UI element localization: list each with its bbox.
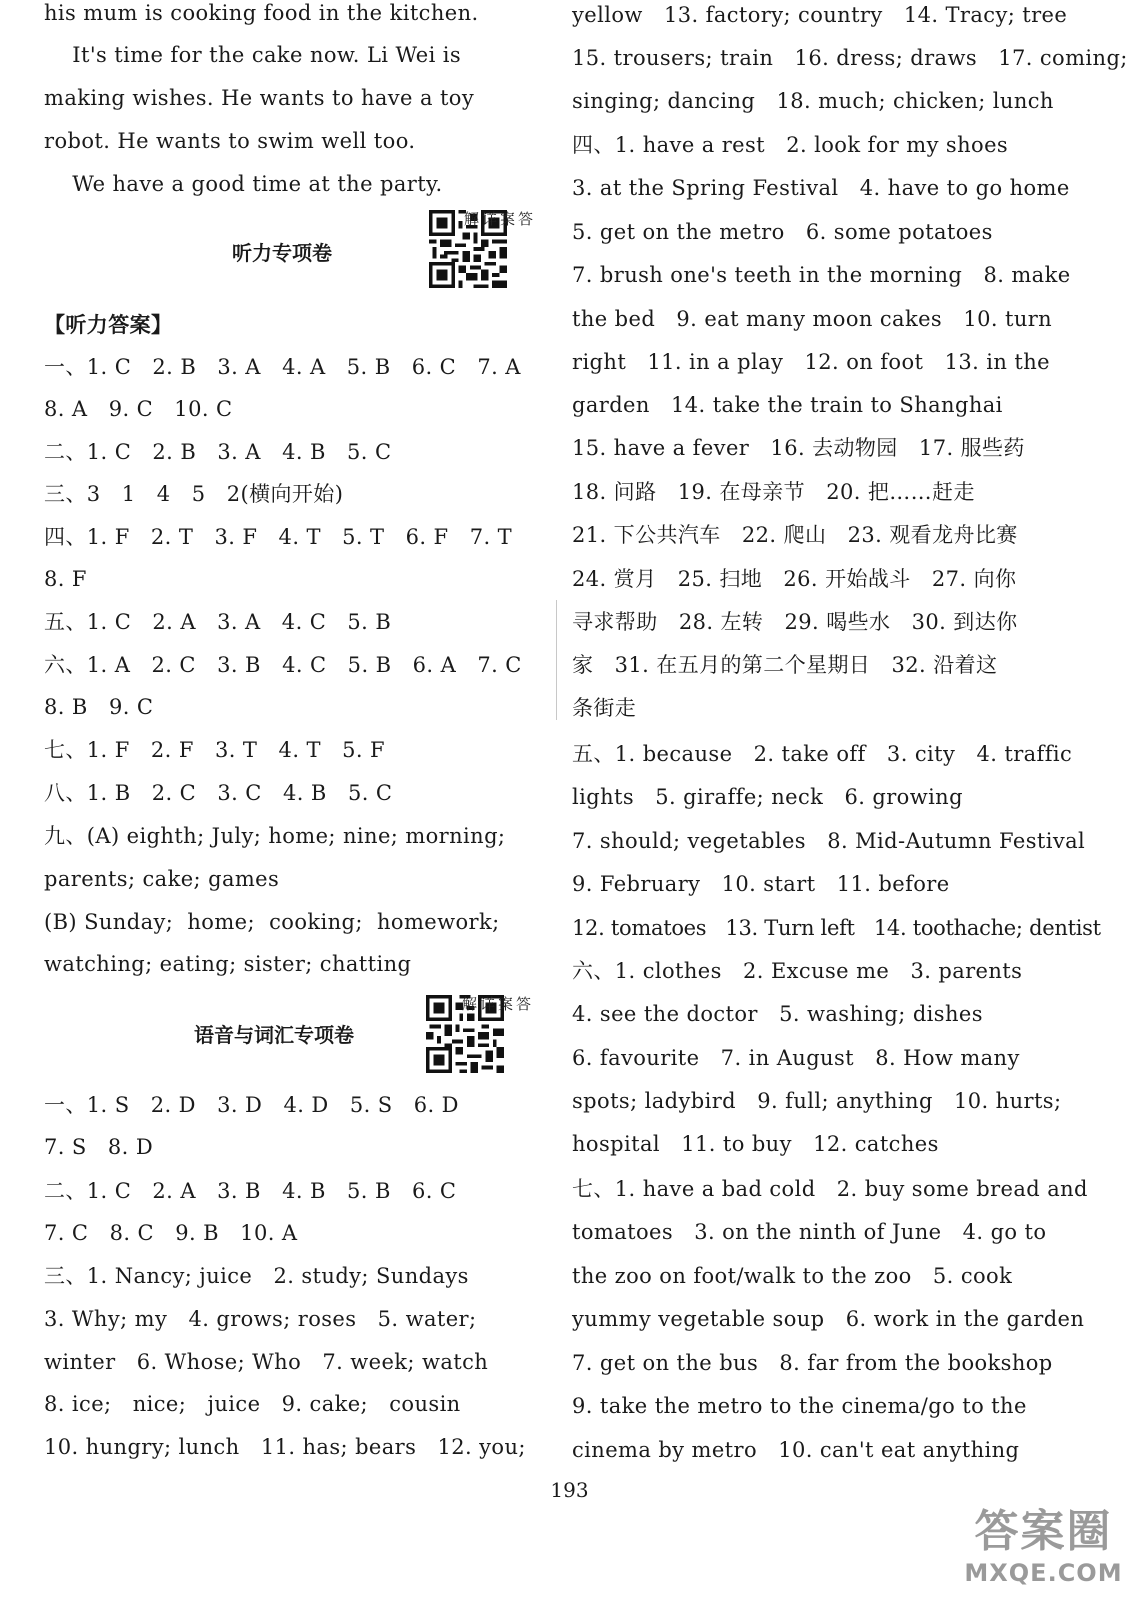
answer-line: 七、1. F 2. F 3. T 4. T 5. F xyxy=(44,738,385,762)
answer-line: singing; dancing 18. much; chicken; lunch xyxy=(572,89,1054,113)
answer-line: 一、1. S 2. D 3. D 4. D 5. S 6. D xyxy=(44,1093,459,1117)
answer-line: watching; eating; sister; chatting xyxy=(44,952,412,976)
answer-line: 15. have a fever 16. 去动物园 17. 服些药 xyxy=(572,436,1025,460)
watermark xyxy=(956,1505,1131,1595)
answer-line: 5. get on the metro 6. some potatoes xyxy=(572,220,993,244)
text-line: It's time for the cake now. Li Wei is xyxy=(44,43,462,67)
answer-line: 9. February 10. start 11. before xyxy=(572,872,950,896)
answer-line: 条街走 xyxy=(572,696,637,720)
answer-line: 3. at the Spring Festival 4. have to go home xyxy=(572,176,1070,200)
answer-line: garden 14. take the train to Shanghai xyxy=(572,393,1003,417)
answer-line: 7. should; vegetables 8. Mid-Autumn Festival xyxy=(572,829,1086,853)
answer-line: lights 5. giraffe; neck 6. growing xyxy=(572,785,963,809)
text-line: We have a good time at the party. xyxy=(44,172,443,196)
answer-line: 七、1. have a bad cold 2. buy some bread and xyxy=(572,1177,1088,1201)
answer-line: hospital 11. to buy 12. catches xyxy=(572,1132,939,1156)
answer-line: parents; cake; games xyxy=(44,867,280,891)
answer-line: 7. brush one's teeth in the morning 8. make xyxy=(572,263,1071,287)
text-line: his mum is cooking food in the kitchen. xyxy=(44,1,479,25)
answer-line: the zoo on foot/walk to the zoo 5. cook xyxy=(572,1264,1013,1288)
qr-caption: 答案详解 xyxy=(462,211,534,226)
page-number: 193 xyxy=(550,1478,589,1502)
answer-line: yummy vegetable soup 6. work in the garden xyxy=(572,1307,1085,1331)
answer-line: 四、1. F 2. T 3. F 4. T 5. T 6. F 7. T xyxy=(44,525,513,549)
answer-line: 3. Why; my 4. grows; roses 5. water; xyxy=(44,1307,477,1331)
watermark-logo: 答案圈 xyxy=(974,1506,1113,1557)
answer-line: 家 31. 在五月的第二个星期日 32. 沿着这 xyxy=(572,653,998,677)
text-line: robot. He wants to swim well too. xyxy=(44,129,416,153)
answer-line: 8. B 9. C xyxy=(44,695,154,719)
answer-line: 8. A 9. C 10. C xyxy=(44,397,233,421)
answer-line: 7. C 8. C 9. B 10. A xyxy=(44,1221,298,1245)
answer-line: right 11. in a play 12. on foot 13. in the xyxy=(572,350,1050,374)
answer-line: 9. take the metro to the cinema/go to the xyxy=(572,1394,1027,1418)
answer-line: 24. 赏月 25. 扫地 26. 开始战斗 27. 向你 xyxy=(572,567,1017,591)
text-line: making wishes. He wants to have a toy xyxy=(44,86,475,110)
answers-title: 【听力答案】 xyxy=(44,313,173,337)
listening-section-title: 听力专项卷 xyxy=(232,241,332,265)
answer-line: 二、1. C 2. B 3. A 4. B 5. C xyxy=(44,440,392,464)
answer-line: yellow 13. factory; country 14. Tracy; tree xyxy=(572,3,1068,27)
answer-line: 六、1. clothes 2. Excuse me 3. parents xyxy=(572,959,1023,983)
answer-line: 一、1. C 2. B 3. A 4. A 5. B 6. C 7. A xyxy=(44,355,521,379)
qr-caption: 答案详解 xyxy=(460,996,532,1011)
answer-line: 九、(A) eighth; July; home; nine; morning; xyxy=(44,824,506,848)
answer-line: spots; ladybird 9. full; anything 10. hurts; xyxy=(572,1089,1062,1113)
answer-line: 18. 问路 19. 在母亲节 20. 把……赶走 xyxy=(572,480,975,504)
watermark-url: MXQE.COM xyxy=(964,1559,1123,1587)
answer-line: 寻求帮助 28. 左转 29. 喝些水 30. 到达你 xyxy=(572,610,1018,634)
answer-line: cinema by metro 10. can't eat anything xyxy=(572,1438,1020,1462)
answer-line: 21. 下公共汽车 22. 爬山 23. 观看龙舟比赛 xyxy=(572,523,1018,547)
answer-line: 六、1. A 2. C 3. B 4. C 5. B 6. A 7. C xyxy=(44,653,522,677)
answer-line: 7. get on the bus 8. far from the bookshop xyxy=(572,1351,1053,1375)
answer-line: 10. hungry; lunch 11. has; bears 12. you; xyxy=(44,1435,526,1459)
answer-line: 8. ice; nice; juice 9. cake; cousin xyxy=(44,1392,461,1416)
answer-line: 7. S 8. D xyxy=(44,1135,154,1159)
answer-line: tomatoes 3. on the ninth of June 4. go to xyxy=(572,1220,1047,1244)
answer-line: 8. F xyxy=(44,567,87,591)
column-divider xyxy=(556,600,557,720)
answer-line: 15. trousers; train 16. dress; draws 17. coming; xyxy=(572,46,1128,70)
answer-line: (B) Sunday; home; cooking; homework; xyxy=(44,910,500,934)
answer-line: winter 6. Whose; Who 7. week; watch xyxy=(44,1350,489,1374)
answer-line: 12. tomatoes 13. Turn left 14. toothache; dentist xyxy=(572,916,1101,940)
answer-line: the bed 9. eat many moon cakes 10. turn xyxy=(572,307,1053,331)
answer-line: 三、3 1 4 5 2(横向开始) xyxy=(44,482,344,506)
answer-line: 三、1. Nancy; juice 2. study; Sundays xyxy=(44,1264,469,1288)
phonics-section-title: 语音与词汇专项卷 xyxy=(194,1023,354,1047)
answer-line: 四、1. have a rest 2. look for my shoes xyxy=(572,133,1009,157)
answer-line: 五、1. C 2. A 3. A 4. C 5. B xyxy=(44,610,392,634)
answer-line: 八、1. B 2. C 3. C 4. B 5. C xyxy=(44,781,393,805)
answer-line: 6. favourite 7. in August 8. How many xyxy=(572,1046,1020,1070)
answer-line: 五、1. because 2. take off 3. city 4. traffic xyxy=(572,742,1073,766)
answer-line: 4. see the doctor 5. washing; dishes xyxy=(572,1002,983,1026)
answer-line: 二、1. C 2. A 3. B 4. B 5. B 6. C xyxy=(44,1179,457,1203)
